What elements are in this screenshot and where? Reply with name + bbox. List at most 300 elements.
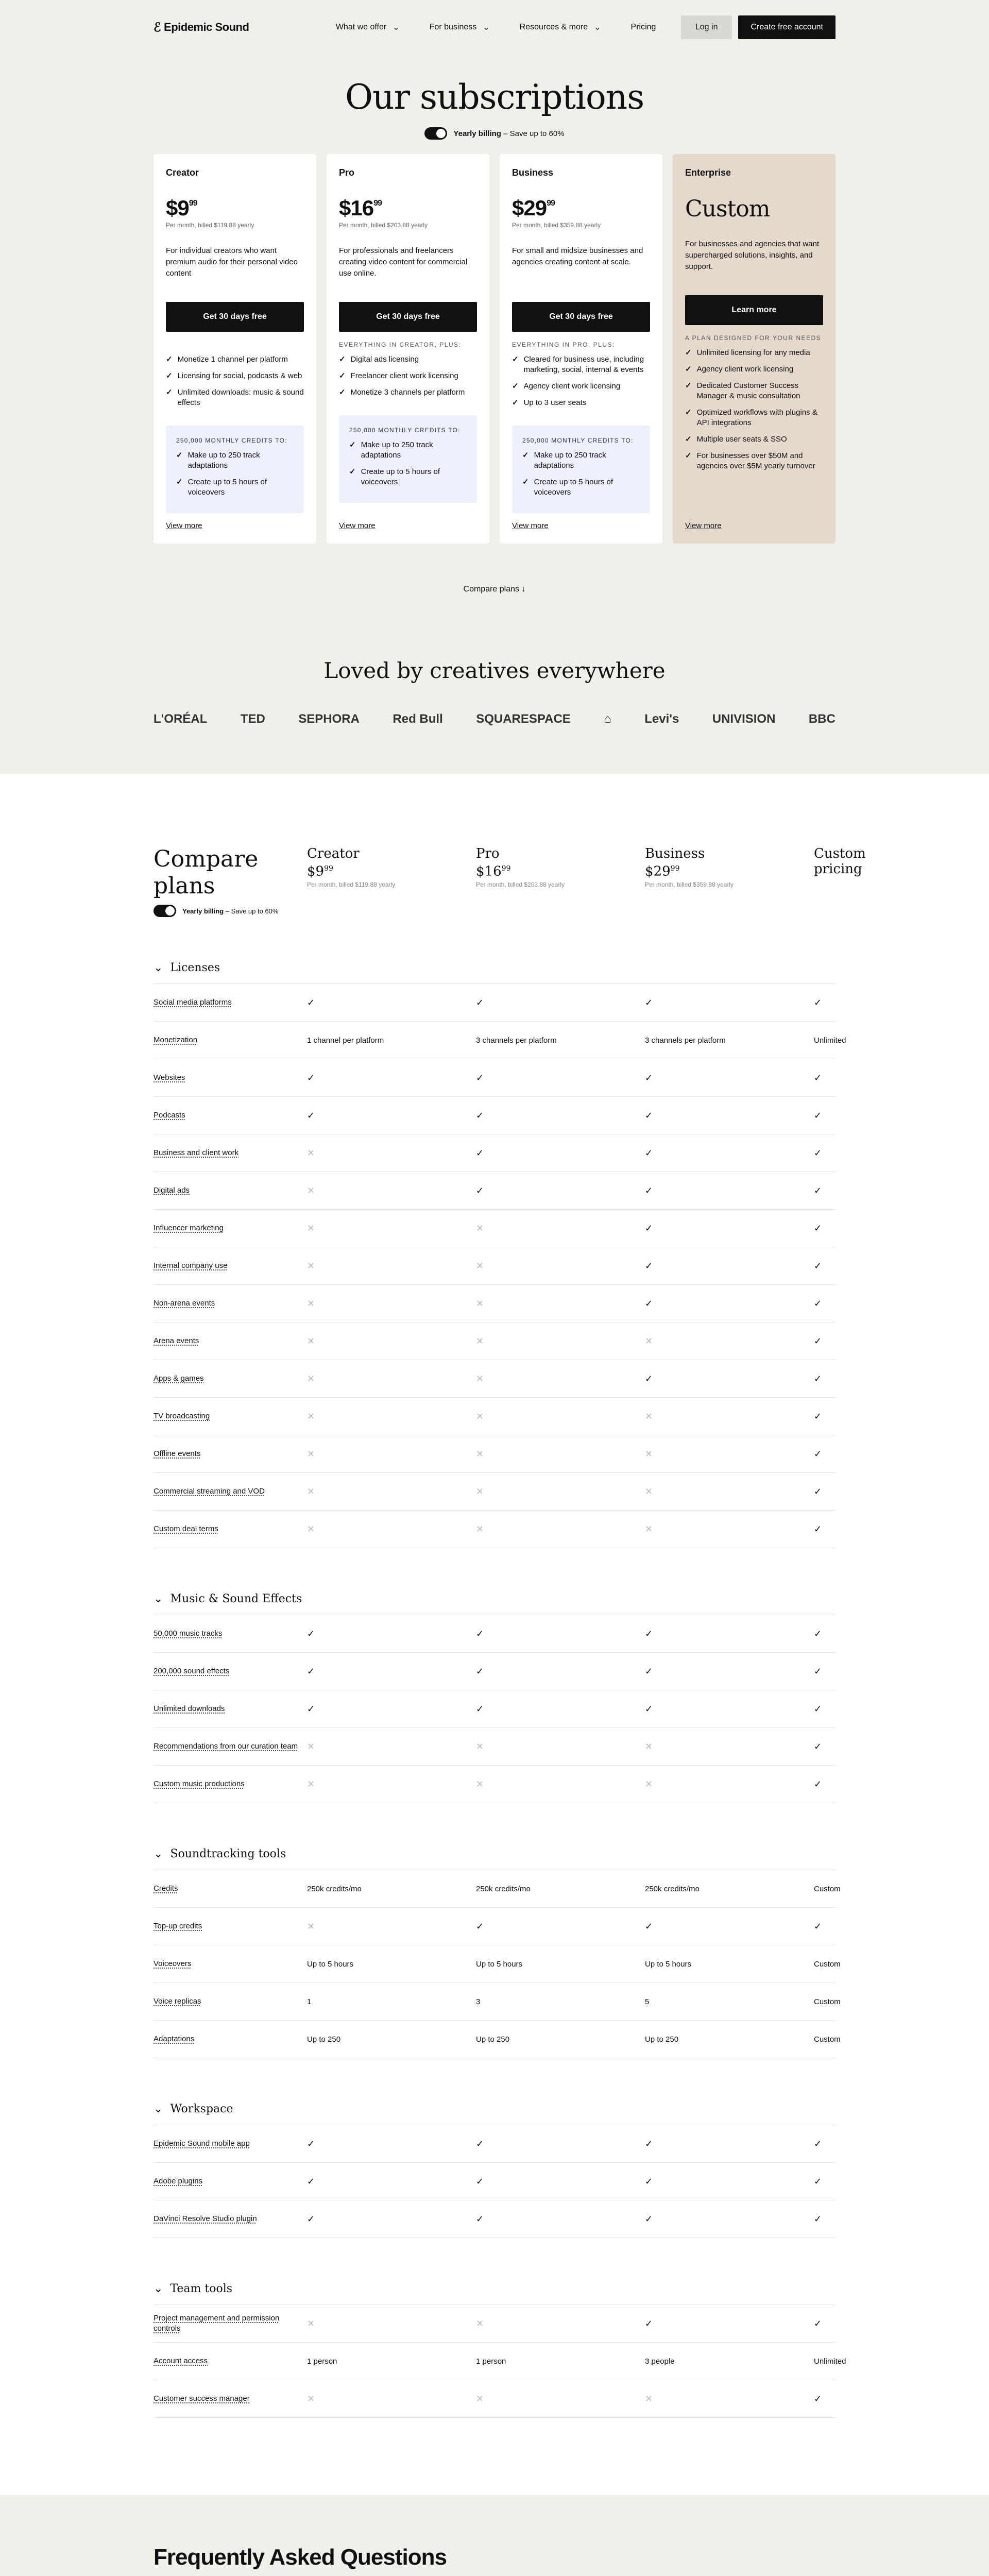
- chevron-down-icon: ⌄: [154, 961, 163, 974]
- plan-price: Custom: [685, 196, 770, 222]
- compare-row: [154, 1766, 835, 1803]
- feature-label[interactable]: Podcasts: [154, 1111, 185, 1120]
- cross-icon: ✕: [476, 1298, 484, 1309]
- check-icon: ✓: [339, 388, 346, 397]
- check-icon: ✓: [814, 1110, 822, 1121]
- feature-value: Up to 5 hours: [645, 1959, 692, 1969]
- check-icon: ✓: [166, 355, 173, 364]
- feature-label[interactable]: 200,000 sound effects: [154, 1667, 230, 1675]
- feature-value: 1 person: [307, 2357, 337, 2366]
- check-icon: ✓: [476, 1628, 484, 1639]
- plan-cta-button[interactable]: Learn more: [685, 295, 823, 325]
- check-icon: ✓: [512, 398, 519, 407]
- chevron-down-icon: ⌄: [154, 1848, 163, 1860]
- check-icon: ✓: [645, 1298, 653, 1309]
- cross-icon: ✕: [307, 1778, 315, 1789]
- feature-value: Up to 250: [307, 2035, 341, 2044]
- check-icon: ✓: [522, 478, 529, 486]
- plan-feature: ✓ Agency client work licensing: [512, 382, 621, 391]
- nav-what-we-offer[interactable]: What we offer ⌄: [335, 23, 400, 32]
- plan-card-pro: [327, 154, 489, 544]
- feature-label[interactable]: TV broadcasting: [154, 1412, 210, 1420]
- compare-row: [154, 1134, 835, 1172]
- feature-label[interactable]: Voiceovers: [154, 1959, 192, 1968]
- check-icon: ✓: [476, 1921, 484, 1931]
- feature-label[interactable]: Adobe plugins: [154, 2177, 203, 2185]
- check-icon: ✓: [645, 1260, 653, 1271]
- check-icon: ✓: [476, 2138, 484, 2149]
- compare-row: [154, 2125, 835, 2163]
- compare-row: [154, 1398, 835, 1435]
- logo-icon: ℰ: [154, 20, 161, 35]
- feature-label[interactable]: Business and client work: [154, 1148, 239, 1157]
- feature-label[interactable]: Digital ads: [154, 1186, 190, 1195]
- compare-row: [154, 1728, 835, 1766]
- compare-row: [154, 1172, 835, 1210]
- check-icon: ✓: [645, 1072, 653, 1083]
- plan-feature: ✓ Monetize 3 channels per platform: [339, 388, 465, 397]
- cross-icon: ✕: [307, 2318, 315, 2329]
- check-icon: ✓: [814, 1703, 822, 1714]
- compare-col-header: Business $\$29^{99}$ Per month, billed $359.88 yearly: [645, 846, 734, 888]
- check-icon: ✓: [685, 451, 692, 460]
- cross-icon: ✕: [645, 1448, 653, 1459]
- compare-row: [154, 1983, 841, 2021]
- check-icon: ✓: [645, 1628, 653, 1639]
- compare-row: [154, 1247, 835, 1285]
- compare-row: [154, 1690, 835, 1728]
- check-icon: ✓: [307, 1072, 315, 1083]
- check-icon: ✓: [645, 1223, 653, 1233]
- compare-section-header[interactable]: ⌄ Workspace: [154, 2093, 835, 2125]
- plan-price: $\$29^{99}$: [512, 196, 555, 220]
- feature-label[interactable]: Voice replicas: [154, 1997, 201, 2006]
- check-icon: ✓: [512, 382, 519, 391]
- check-icon: ✓: [307, 1628, 315, 1639]
- check-icon: ✓: [814, 1072, 822, 1083]
- chevron-down-icon: ⌄: [154, 2282, 163, 2295]
- compare-col-header: Custom pricing: [814, 846, 866, 877]
- compare-row: [154, 2163, 835, 2200]
- chevron-down-icon: ⌄: [393, 23, 400, 32]
- plan-tag: [166, 341, 304, 348]
- feature-value: Custom: [814, 2035, 841, 2044]
- compare-row: [154, 984, 835, 1022]
- plan-cta-button[interactable]: Get 30 days free: [166, 302, 304, 332]
- credit-feature: ✓ Create up to 5 hours of voiceovers: [349, 467, 440, 486]
- check-icon: ✓: [476, 1185, 484, 1196]
- plan-feature: ✓ Digital ads licensing: [339, 355, 419, 364]
- faq-title: Frequently Asked Questions: [154, 2545, 447, 2570]
- feature-label[interactable]: Unlimited downloads: [154, 1704, 225, 1713]
- price-billing-note: Per month, billed $119.88 yearly: [166, 222, 254, 229]
- compare-title: Compare plans: [154, 846, 259, 899]
- compare-row: [154, 1870, 841, 1908]
- check-icon: ✓: [814, 1486, 822, 1497]
- feature-value: 5: [645, 1997, 650, 2006]
- view-more-link[interactable]: View more: [166, 521, 202, 530]
- plan-feature: ✓ Monetize 1 channel per platform: [166, 355, 288, 364]
- credits-box: 250,000 MONTHLY CREDITS TO: ✓ Make up to 250 track adaptations ✓ Create up to 5 hours of voiceovers: [339, 415, 477, 503]
- feature-value: 3 channels per platform: [476, 1036, 557, 1045]
- plan-feature: ✓ Cleared for business use, including marketing, social, internal & events: [512, 355, 644, 374]
- feature-label[interactable]: Non-arena events: [154, 1299, 215, 1308]
- check-icon: ✓: [307, 2213, 315, 2224]
- check-icon: ✓: [645, 1666, 653, 1676]
- plan-price: $\$9^{99}$: [166, 196, 197, 220]
- credit-feature: ✓ Make up to 250 track adaptations: [176, 451, 260, 470]
- plan-tag: EVERYTHING IN PRO, PLUS:: [512, 341, 615, 348]
- brand-logo: TED: [240, 712, 265, 726]
- plan-feature: ✓ For businesses over $50M and agencies over $5M yearly turnover: [685, 451, 815, 470]
- cross-icon: ✕: [645, 1411, 653, 1421]
- compare-billing-toggle[interactable]: [154, 905, 176, 917]
- credit-feature: ✓ Create up to 5 hours of voiceovers: [176, 478, 267, 497]
- feature-label[interactable]: Apps & games: [154, 1374, 204, 1383]
- cross-icon: ✕: [307, 1373, 315, 1384]
- check-icon: ✓: [512, 355, 519, 364]
- check-icon: ✓: [476, 1666, 484, 1676]
- compare-col-header: Pro $\$16^{99}$ Per month, billed $203.88 yearly: [476, 846, 565, 888]
- cross-icon: ✕: [476, 1741, 484, 1752]
- cross-icon: ✕: [307, 1448, 315, 1459]
- plan-feature: ✓ Freelancer client work licensing: [339, 371, 458, 380]
- cross-icon: ✕: [307, 1147, 315, 1158]
- cross-icon: ✕: [476, 1373, 484, 1384]
- feature-value: Unlimited: [814, 1036, 846, 1045]
- check-icon: ✓: [645, 1147, 653, 1158]
- check-icon: ✓: [307, 997, 315, 1008]
- check-icon: ✓: [814, 1223, 822, 1233]
- compare-row: [154, 2200, 835, 2238]
- plan-card-enterprise: [673, 154, 835, 544]
- check-icon: ✓: [307, 2138, 315, 2149]
- top-nav: [154, 0, 835, 55]
- cross-icon: ✕: [476, 1523, 484, 1534]
- check-icon: ✓: [814, 2138, 822, 2149]
- compare-section-header[interactable]: ⌄ Licenses: [154, 952, 835, 984]
- check-icon: ✓: [176, 451, 183, 460]
- check-icon: ✓: [476, 1072, 484, 1083]
- check-icon: ✓: [814, 1335, 822, 1346]
- brand-logo: BBC: [808, 712, 835, 726]
- feature-value: 1 channel per platform: [307, 1036, 384, 1045]
- credits-box: 250,000 MONTHLY CREDITS TO: ✓ Make up to 250 track adaptations ✓ Create up to 5 hours of voiceovers: [512, 426, 650, 513]
- cross-icon: ✕: [645, 1486, 653, 1497]
- check-icon: ✓: [645, 1921, 653, 1931]
- check-icon: ✓: [814, 1741, 822, 1752]
- check-icon: ✓: [814, 1411, 822, 1421]
- compare-row: [154, 1435, 835, 1473]
- cross-icon: ✕: [645, 2393, 653, 2404]
- check-icon: ✓: [645, 2213, 653, 2224]
- cross-icon: ✕: [476, 2393, 484, 2404]
- feature-value: Unlimited: [814, 2357, 846, 2366]
- cross-icon: ✕: [307, 1298, 315, 1309]
- plan-feature: ✓ Optimized workflows with plugins & API integrations: [685, 408, 817, 427]
- arrow-down-icon: ↓: [521, 585, 526, 594]
- brand-logo: ⌂: [604, 712, 611, 726]
- brand-logo: Red Bull: [393, 712, 443, 726]
- check-icon: ✓: [176, 478, 183, 486]
- compare-row: [154, 2305, 835, 2343]
- compare-row: [154, 2380, 835, 2418]
- check-icon: ✓: [814, 1523, 822, 1534]
- compare-section-header[interactable]: ⌄ Team tools: [154, 2273, 835, 2305]
- feature-label[interactable]: Project management and permission controls: [154, 2314, 280, 2333]
- plan-card-creator: [154, 154, 316, 544]
- chevron-down-icon: ⌄: [154, 2103, 163, 2115]
- check-icon: ✓: [814, 2213, 822, 2224]
- compare-row: [154, 1945, 841, 1983]
- compare-row: [154, 1022, 846, 1059]
- compare-section: Compare plans Yearly billing – Save up to 60% Creator $\$9^{99}$ Per month, billed $119.88 yearly Pro $\$16^{99}$ Per month, billed $203.88 yearly Business $\$29^{99}$ Per month, billed $359.88 yearly Custom pricing ⌄ Licenses Social media platforms ✓ ✓ ✓ ✓ Monetization 1 channel per platform 3 channels per platform 3 channels per platform Unlimited Websites ✓ ✓ ✓ ✓ Podcasts ✓ ✓ ✓ ✓ Business and client work ✕ ✓ ✓ ✓ Digital ads ✕ ✓ ✓ ✓ Influencer marketing ✕ ✕ ✓ ✓ Internal company use ✕ ✕ ✓ ✓ Non-arena events ✕ ✕ ✓ ✓ Arena events ✕ ✕ ✕ ✓ Apps & games ✕ ✕ ✓ ✓ TV broadcasting ✕ ✕ ✕ ✓ Offline events ✕ ✕ ✕ ✓ Commercial streaming and VOD ✕ ✕ ✕ ✓ Custom deal terms ✕ ✕ ✕ ✓ ⌄ Music & Sound Effects 50,000 music tracks ✓ ✓ ✓ ✓ 200,000 sound effects ✓ ✓ ✓ ✓ Unlimited downloads ✓ ✓ ✓ ✓ Recommendations from our curation team ✕ ✕ ✕ ✓ Custom music productions ✕ ✕ ✕ ✓ ⌄ Soundtracking tools Credits 250k credits/mo 250k credits/mo 250k credits/mo Custom Top-up credits ✕ ✓ ✓ ✓ Voiceovers Up to 5 hours Up to 5 hours Up to 5 hours Custom Voice replicas 1 3 5 Custom Adaptations Up to 250 Up to 250 Up to 250 Custom ⌄ Workspace Epidemic Sound mobile app ✓ ✓ ✓ ✓ Adobe plugins ✓ ✓ ✓ ✓ DaVinci Resolve Studio plugin ✓ ✓ ✓ ✓ ⌄ Team tools Project management and permission controls ✕ ✕ ✓ ✓ Account access 1 person 1 person 3 people Unlimited Customer success manager ✕ ✕ ✕ ✓: [0, 774, 989, 2495]
- feature-label[interactable]: Influencer marketing: [154, 1224, 224, 1232]
- check-icon: ✓: [307, 2176, 315, 2187]
- chevron-down-icon: ⌄: [594, 23, 601, 32]
- check-icon: ✓: [814, 2318, 822, 2329]
- plan-feature: ✓ Licensing for social, podcasts & web: [166, 371, 302, 380]
- cross-icon: ✕: [476, 1448, 484, 1459]
- plan-description: For professionals and freelancers creating video content for commercial use online.: [339, 246, 468, 278]
- view-more-link[interactable]: View more: [512, 521, 549, 530]
- feature-label[interactable]: Adaptations: [154, 2035, 195, 2043]
- check-icon: ✓: [476, 997, 484, 1008]
- compare-plans-link[interactable]: Compare plans ↓: [463, 585, 526, 594]
- check-icon: ✓: [685, 365, 692, 374]
- brand-logo: UNIVISION: [712, 712, 776, 726]
- plan-cta-button[interactable]: Get 30 days free: [512, 302, 650, 332]
- feature-label[interactable]: Top-up credits: [154, 1922, 202, 1930]
- compare-row: [154, 1511, 835, 1548]
- plan-description: For individual creators who want premium audio for their personal video content: [166, 246, 298, 278]
- check-icon: ✓: [349, 440, 356, 449]
- check-icon: ✓: [814, 1147, 822, 1158]
- price-billing-note: Per month, billed $203.88 yearly: [339, 222, 428, 229]
- check-icon: ✓: [476, 2176, 484, 2187]
- cross-icon: ✕: [307, 1741, 315, 1752]
- compare-section-header[interactable]: ⌄ Music & Sound Effects: [154, 1583, 835, 1615]
- cross-icon: ✕: [307, 1260, 315, 1271]
- cross-icon: ✕: [307, 1411, 315, 1421]
- feature-value: Custom: [814, 1884, 841, 1893]
- billing-toggle[interactable]: [424, 127, 447, 140]
- plan-feature: ✓ Unlimited downloads: music & sound effects: [166, 388, 304, 407]
- check-icon: ✓: [814, 1298, 822, 1309]
- cross-icon: ✕: [307, 1335, 315, 1346]
- view-more-link[interactable]: View more: [339, 521, 376, 530]
- check-icon: ✓: [645, 2318, 653, 2329]
- plan-feature: ✓ Dedicated Customer Success Manager & music consultation: [685, 381, 800, 400]
- check-icon: ✓: [339, 371, 346, 380]
- plan-tag: A PLAN DESIGNED FOR YOUR NEEDS: [685, 334, 822, 342]
- feature-label[interactable]: Account access: [154, 2357, 208, 2365]
- brand-logo: L'ORÉAL: [154, 712, 208, 726]
- compare-row: [154, 1285, 835, 1323]
- compare-row: [154, 2343, 846, 2380]
- feature-label[interactable]: Social media platforms: [154, 998, 232, 1007]
- compare-row: [154, 1653, 835, 1690]
- check-icon: ✓: [339, 355, 346, 364]
- feature-label[interactable]: Internal company use: [154, 1261, 228, 1270]
- feature-label[interactable]: Custom music productions: [154, 1780, 245, 1788]
- plan-name: Enterprise: [685, 167, 731, 178]
- check-icon: ✓: [814, 1778, 822, 1789]
- cross-icon: ✕: [307, 2393, 315, 2404]
- cross-icon: ✕: [307, 1486, 315, 1497]
- login-button[interactable]: Log in: [681, 15, 732, 39]
- cross-icon: ✕: [307, 1185, 315, 1196]
- feature-value: Up to 5 hours: [307, 1959, 354, 1969]
- check-icon: ✓: [645, 2176, 653, 2187]
- cross-icon: ✕: [476, 2318, 484, 2329]
- nav-resources[interactable]: Resources & more ⌄: [519, 23, 601, 32]
- check-icon: ✓: [685, 348, 692, 357]
- check-icon: ✓: [814, 2176, 822, 2187]
- feature-value: Custom: [814, 1997, 841, 2006]
- check-icon: ✓: [166, 388, 173, 397]
- plan-tag: EVERYTHING IN CREATOR, PLUS:: [339, 341, 462, 348]
- cross-icon: ✕: [645, 1778, 653, 1789]
- check-icon: ✓: [814, 1628, 822, 1639]
- feature-label[interactable]: Custom deal terms: [154, 1524, 218, 1533]
- feature-value: 1 person: [476, 2357, 506, 2366]
- cross-icon: ✕: [645, 1523, 653, 1534]
- cross-icon: ✕: [307, 1523, 315, 1534]
- cross-icon: ✕: [476, 1335, 484, 1346]
- brand-logo: Levi's: [644, 712, 679, 726]
- feature-value: 250k credits/mo: [307, 1884, 362, 1893]
- feature-label[interactable]: Arena events: [154, 1336, 199, 1345]
- credit-feature: ✓ Create up to 5 hours of voiceovers: [522, 478, 613, 497]
- feature-value: Up to 250: [645, 2035, 679, 2044]
- brand-logo: SEPHORA: [298, 712, 360, 726]
- plan-price: $\$16^{99}$: [339, 196, 382, 220]
- check-icon: ✓: [814, 1185, 822, 1196]
- check-icon: ✓: [814, 2393, 822, 2404]
- feature-value: Up to 5 hours: [476, 1959, 523, 1969]
- feature-value: 250k credits/mo: [476, 1884, 531, 1893]
- check-icon: ✓: [645, 1185, 653, 1196]
- feature-value: 3 channels per platform: [645, 1036, 726, 1045]
- feature-value: 3: [476, 1997, 481, 2006]
- plan-card-business: [500, 154, 662, 544]
- cross-icon: ✕: [307, 1223, 315, 1233]
- chevron-down-icon: ⌄: [154, 1592, 163, 1605]
- view-more-link[interactable]: View more: [685, 521, 722, 530]
- plan-name: Pro: [339, 167, 355, 178]
- feature-label[interactable]: Monetization: [154, 1036, 198, 1044]
- feature-label[interactable]: Commercial streaming and VOD: [154, 1487, 265, 1496]
- compare-row: [154, 1615, 835, 1653]
- cross-icon: ✕: [476, 1778, 484, 1789]
- check-icon: ✓: [645, 1373, 653, 1384]
- compare-row: [154, 2021, 841, 2058]
- check-icon: ✓: [814, 1448, 822, 1459]
- check-icon: ✓: [645, 1703, 653, 1714]
- check-icon: ✓: [814, 1373, 822, 1384]
- plan-name: Business: [512, 167, 554, 178]
- compare-row: [154, 1210, 835, 1247]
- cross-icon: ✕: [476, 1223, 484, 1233]
- page-title: Our subscriptions: [345, 77, 644, 117]
- compare-section-header[interactable]: ⌄ Soundtracking tools: [154, 1838, 835, 1870]
- compare-row: [154, 1473, 835, 1511]
- plan-feature: ✓ Agency client work licensing: [685, 365, 794, 374]
- check-icon: ✓: [307, 1703, 315, 1714]
- check-icon: ✓: [476, 1147, 484, 1158]
- credits-box: 250,000 MONTHLY CREDITS TO: ✓ Make up to 250 track adaptations ✓ Create up to 5 hours of voiceovers: [166, 426, 304, 513]
- check-icon: ✓: [814, 1921, 822, 1931]
- check-icon: ✓: [307, 1110, 315, 1121]
- check-icon: ✓: [522, 451, 529, 460]
- credit-feature: ✓ Make up to 250 track adaptations: [349, 440, 433, 460]
- feature-value: Custom: [814, 1959, 841, 1969]
- check-icon: ✓: [685, 381, 692, 390]
- plan-cta-button[interactable]: Get 30 days free: [339, 302, 477, 332]
- plans-grid: [154, 154, 835, 544]
- feature-value: 3 people: [645, 2357, 675, 2366]
- plan-feature: ✓ Multiple user seats & SSO: [685, 435, 787, 444]
- check-icon: ✓: [476, 1110, 484, 1121]
- plan-feature: ✓ Up to 3 user seats: [512, 398, 587, 407]
- cross-icon: ✕: [476, 1260, 484, 1271]
- check-icon: ✓: [645, 997, 653, 1008]
- check-icon: ✓: [349, 467, 356, 476]
- logo[interactable]: ℰ Epidemic Sound: [154, 20, 249, 35]
- feature-label[interactable]: DaVinci Resolve Studio plugin: [154, 2214, 257, 2223]
- nav-for-business[interactable]: For business ⌄: [429, 23, 490, 32]
- check-icon: ✓: [307, 1666, 315, 1676]
- feature-label[interactable]: 50,000 music tracks: [154, 1629, 223, 1638]
- check-icon: ✓: [645, 2138, 653, 2149]
- feature-label[interactable]: Epidemic Sound mobile app: [154, 2139, 250, 2148]
- check-icon: ✓: [166, 371, 173, 380]
- billing-toggle-row: Yearly billing – Save up to 60%: [154, 127, 835, 140]
- customer-logos: [154, 712, 835, 726]
- loved-title: Loved by creatives everywhere: [323, 658, 666, 683]
- check-icon: ✓: [814, 1260, 822, 1271]
- cross-icon: ✕: [307, 1921, 315, 1931]
- check-icon: ✓: [476, 1703, 484, 1714]
- chevron-down-icon: ⌄: [483, 23, 490, 32]
- check-icon: ✓: [645, 1110, 653, 1121]
- check-icon: ✓: [814, 1666, 822, 1676]
- feature-label[interactable]: Offline events: [154, 1449, 201, 1458]
- plan-name: Creator: [166, 167, 199, 178]
- feature-label[interactable]: Recommendations from our curation team: [154, 1742, 298, 1751]
- brand-logo: SQUARESPACE: [476, 712, 571, 726]
- cross-icon: ✕: [645, 1335, 653, 1346]
- nav-pricing[interactable]: Pricing: [630, 23, 656, 31]
- cross-icon: ✕: [476, 1486, 484, 1497]
- compare-row: [154, 1097, 835, 1134]
- feature-value: 1: [307, 1997, 312, 2006]
- feature-label[interactable]: Credits: [154, 1884, 178, 1893]
- price-billing-note: Per month, billed $359.88 yearly: [512, 222, 601, 229]
- feature-value: 250k credits/mo: [645, 1884, 700, 1893]
- feature-label[interactable]: Websites: [154, 1073, 185, 1082]
- create-account-button[interactable]: Create free account: [738, 15, 835, 39]
- check-icon: ✓: [476, 2213, 484, 2224]
- plan-feature: ✓ Unlimited licensing for any media: [685, 348, 810, 357]
- compare-row: [154, 1323, 835, 1360]
- feature-label[interactable]: Customer success manager: [154, 2394, 250, 2403]
- cross-icon: ✕: [645, 1741, 653, 1752]
- compare-col-header: Creator $\$9^{99}$ Per month, billed $119.88 yearly: [307, 846, 396, 888]
- compare-row: [154, 1908, 835, 1945]
- compare-row: [154, 1059, 835, 1097]
